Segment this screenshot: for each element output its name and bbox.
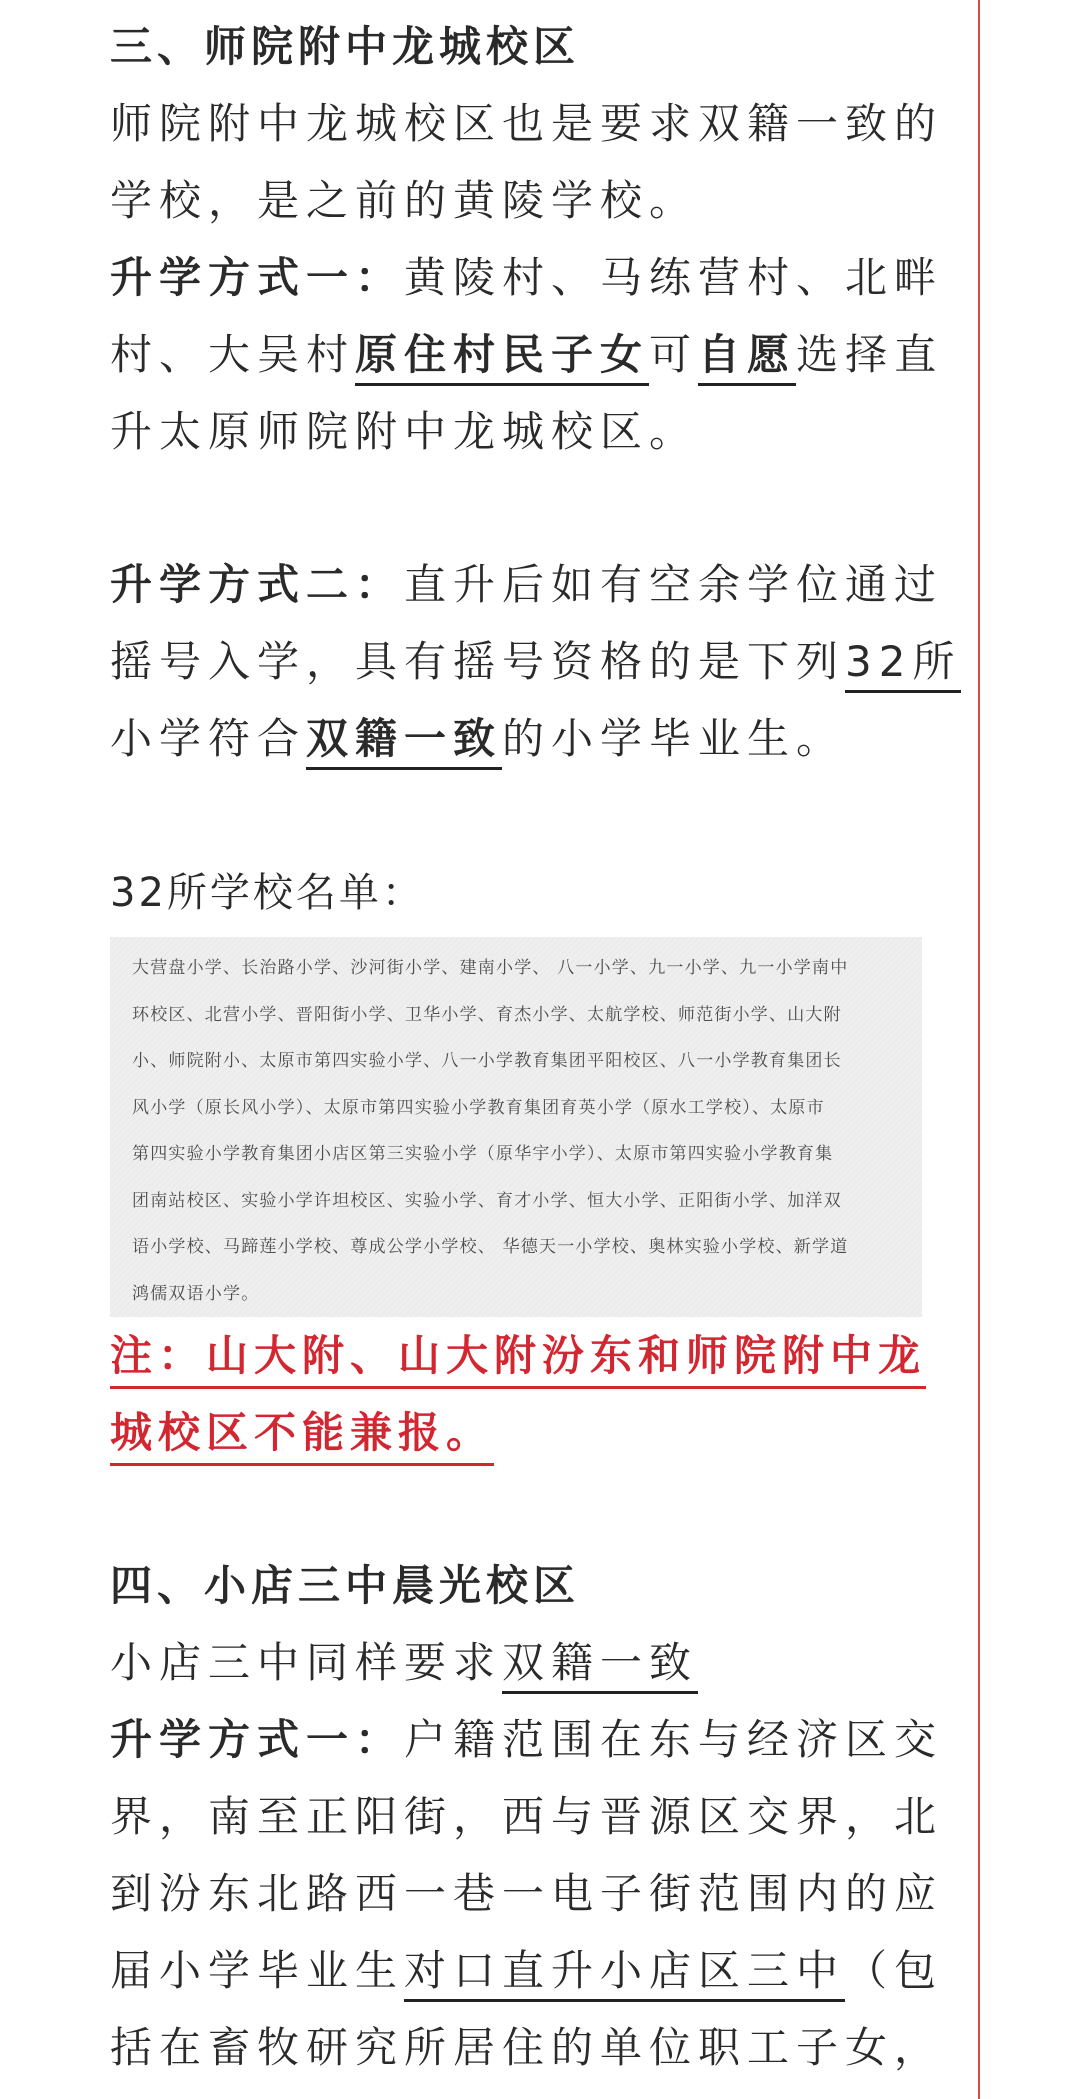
section-3-method-1-line-2 xyxy=(110,316,943,393)
method-2-text: 摇号入学，具有摇号资格的是下列 xyxy=(110,637,846,686)
method-2-label: 升学方式二： xyxy=(110,560,405,609)
method-1-text: （包 xyxy=(845,1946,944,1995)
section-3-method-1-line-1 xyxy=(110,239,943,316)
method-1-label: 升学方式一： xyxy=(110,253,405,302)
highlight-dual-registration: 双籍一致 xyxy=(306,714,502,770)
section-4-method-1-line-3: 到汾东北路西一巷一电子街范围内的应 xyxy=(110,1869,944,1918)
section-3-intro-line-2: 学校，是之前的黄陵学校。 xyxy=(110,176,699,225)
section-4-method-1-line-1 xyxy=(110,1701,943,1778)
method-1-text: 户籍范围在东与经济区交 xyxy=(404,1715,944,1764)
section-4-method-1-line-5: 括在畜牧研究所居住的单位职工子女， xyxy=(110,2023,944,2072)
school-list-line: 鸿儒双语小学。 xyxy=(132,1283,260,1304)
method-1-text: 届小学毕业生 xyxy=(110,1946,405,1995)
method-1-text: 黄陵村、马练营村、北畔 xyxy=(404,253,944,302)
section-3-method-2-line-1 xyxy=(110,546,943,623)
method-1-text: 选择直 xyxy=(796,330,944,379)
school-list-line: 第四实验小学教育集团小店区第三实验小学（原华宇小学）、太原市第四实验小学教育集 xyxy=(132,1144,834,1164)
highlight-32-schools: 32所 xyxy=(845,637,961,693)
section-3-method-2-line-2 xyxy=(110,623,961,700)
school-list-line: 小、师院附小、太原市第四实验小学、八一小学教育集团平阳校区、八一小学教育集团长 xyxy=(132,1051,842,1071)
school-list-line: 团南站校区、实验小学许坦校区、实验小学、育才小学、恒大小学、正阳街小学、加洋双 xyxy=(132,1190,842,1211)
section-4-intro-text: 小店三中同样要求 xyxy=(110,1638,503,1687)
section-3-intro-line-1: 师院附中龙城校区也是要求双籍一致的 xyxy=(110,99,944,148)
school-list-line: 语小学校、马蹄莲小学校、尊成公学小学校、 华德天一小学校、奥林实验小学校、新学道 xyxy=(132,1237,849,1257)
note-line-1 xyxy=(110,1317,926,1394)
section-4-heading: 四、小店三中晨光校区 xyxy=(110,1561,581,1610)
method-1-text: 可 xyxy=(649,330,699,379)
method-2-text: 直升后如有空余学位通过 xyxy=(404,560,944,609)
section-3-heading: 三、师院附中龙城校区 xyxy=(110,22,581,71)
school-list-line: 环校区、北营小学、晋阳街小学、卫华小学、育杰小学、太航学校、师范街小学、山大附 xyxy=(132,1004,842,1025)
note-text: 注：山大附、山大附汾东和师院附中龙 xyxy=(110,1331,926,1389)
school-list-line: 大营盘小学、长治路小学、沙河街小学、建南小学、 八一小学、九一小学、九一小学南中 xyxy=(132,958,849,978)
section-4-method-1-line-4 xyxy=(110,1932,943,2009)
method-2-text: 的小学毕业生。 xyxy=(502,714,846,763)
section-3-method-1-line-3: 升太原师院附中龙城校区。 xyxy=(110,407,699,456)
section-3-method-2-line-3 xyxy=(110,700,845,777)
section-4-method-1-line-2: 界，南至正阳街，西与晋源区交界，北 xyxy=(110,1792,944,1841)
method-1-label: 升学方式一： xyxy=(110,1715,405,1764)
highlight-direct-admission: 对口直升小店区三中 xyxy=(404,1946,845,2002)
school-list-line: 风小学（原长风小学）、太原市第四实验小学教育集团育英小学（原水工学校）、太原市 xyxy=(132,1097,825,1118)
note-line-2 xyxy=(110,1394,494,1471)
note-text: 城校区不能兼报。 xyxy=(110,1408,494,1466)
method-2-text: 小学符合 xyxy=(110,714,307,763)
school-list-image xyxy=(110,937,922,1317)
right-margin-rule xyxy=(978,0,980,2099)
highlight-native-villagers: 原住村民子女 xyxy=(355,330,649,386)
section-4-intro xyxy=(110,1624,698,1701)
highlight-dual-registration: 双籍一致 xyxy=(502,1638,698,1694)
school-list-label: 32所学校名单： xyxy=(110,870,425,916)
method-1-text: 村、大吴村 xyxy=(110,330,356,379)
highlight-voluntary: 自愿 xyxy=(698,330,796,386)
